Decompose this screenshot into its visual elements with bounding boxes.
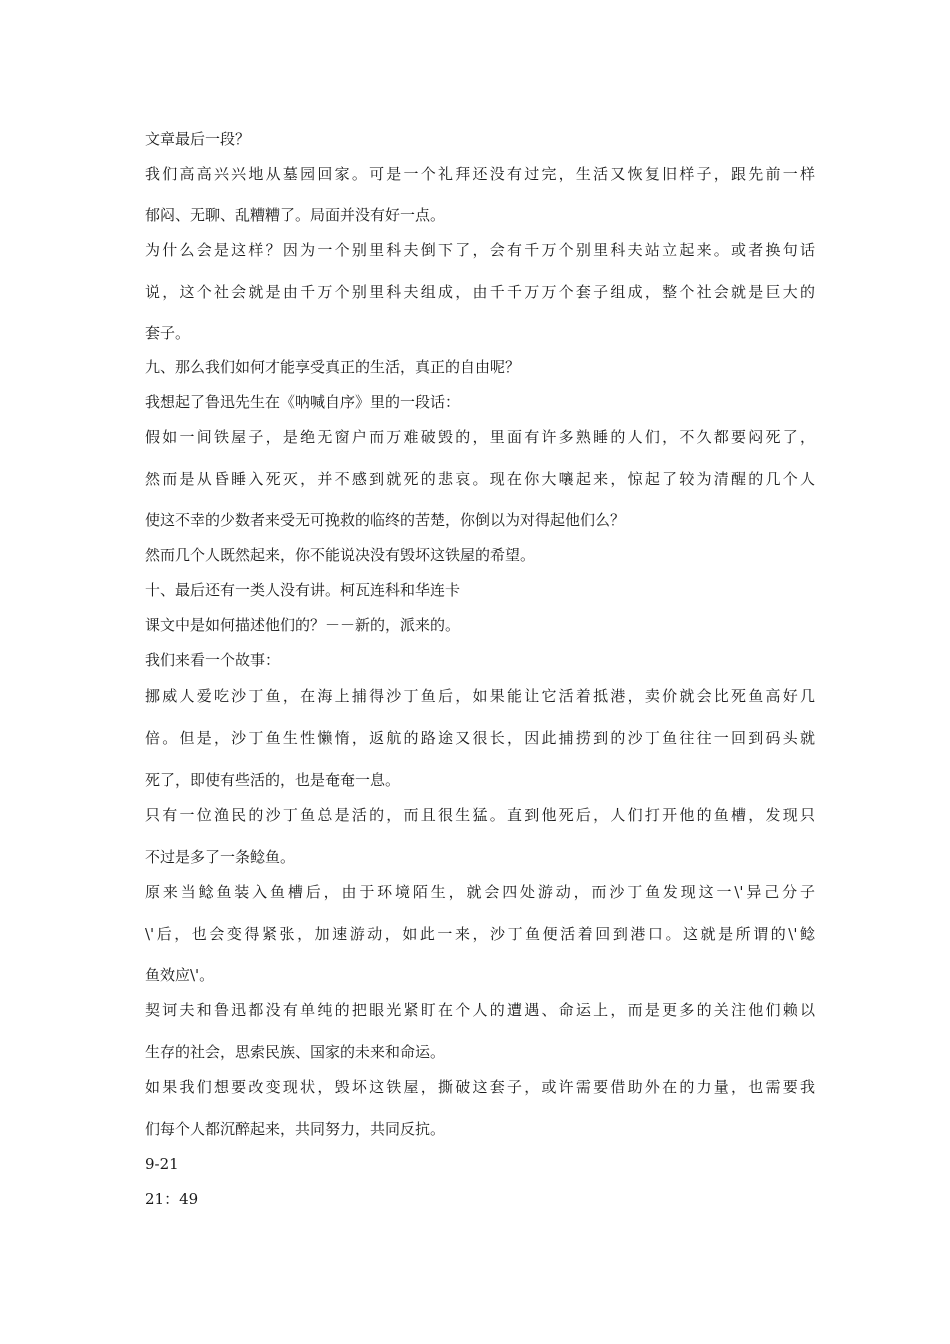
- text-line: 我们高高兴兴地从墓园回家。可是一个礼拜还没有过完，生活又恢复旧样子，跟先前一样: [145, 165, 815, 183]
- text-line: 为什么会是这样？因为一个别里科夫倒下了，会有千万个别里科夫站立起来。或者换句话: [145, 241, 815, 259]
- text-line: 们每个人都沉醉起来，共同努力，共同反抗。: [145, 1120, 446, 1138]
- text-line: 生存的社会，思索民族、国家的未来和命运。: [145, 1043, 446, 1061]
- text-line: 鱼效应\'。: [145, 966, 215, 984]
- text-line: 死了，即使有些活的，也是奄奄一息。: [145, 771, 401, 789]
- text-line: 文章最后一段？: [145, 130, 251, 148]
- section-heading: 十、最后还有一类人没有讲。柯瓦连科和华连卡: [145, 581, 461, 599]
- text-line: \'后，也会变得紧张，加速游动，如此一来，沙丁鱼便活着回到港口。这就是所谓的\'鲶: [145, 925, 815, 943]
- text-line: 套子。: [145, 324, 191, 342]
- text-line: 挪威人爱吃沙丁鱼，在海上捕得沙丁鱼后，如果能让它活着抵港，卖价就会比死鱼高好几: [145, 687, 815, 705]
- text-line: 不过是多了一条鲶鱼。: [145, 848, 296, 866]
- text-line: 使这不幸的少数者来受无可挽救的临终的苦楚，你倒以为对得起他们么？: [145, 511, 626, 529]
- text-line: 我们来看一个故事：: [145, 651, 281, 669]
- text-line: 我想起了鲁迅先生在《呐喊自序》里的一段话：: [145, 393, 461, 411]
- section-heading: 九、那么我们如何才能享受真正的生活，真正的自由呢？: [145, 358, 521, 376]
- text-line: 只有一位渔民的沙丁鱼总是活的，而且很生猛。直到他死后，人们打开他的鱼槽，发现只: [145, 806, 815, 824]
- date-text: 9-21: [145, 1155, 179, 1173]
- text-line: 然而是从昏睡入死灭，并不感到就死的悲哀。现在你大嚷起来，惊起了较为清醒的几个人: [145, 470, 815, 488]
- text-line: 假如一间铁屋子，是绝无窗户而万难破毁的，里面有许多熟睡的人们，不久都要闷死了，: [145, 428, 815, 446]
- text-line: 课文中是如何描述他们的？－－新的，派来的。: [145, 616, 461, 634]
- text-line: 说，这个社会就是由千万个别里科夫组成，由千千万万个套子组成，整个社会就是巨大的: [145, 283, 815, 301]
- text-line: 倍。但是，沙丁鱼生性懒惰，返航的路途又很长，因此捕捞到的沙丁鱼往往一回到码头就: [145, 729, 815, 747]
- text-line: 契诃夫和鲁迅都没有单纯的把眼光紧盯在个人的遭遇、命运上，而是更多的关注他们赖以: [145, 1001, 815, 1019]
- text-line: 郁闷、无聊、乱糟糟了。局面并没有好一点。: [145, 206, 446, 224]
- text-line: 如果我们想要改变现状，毁坏这铁屋，撕破这套子，或许需要借助外在的力量，也需要我: [145, 1078, 815, 1096]
- text-line: 然而几个人既然起来，你不能说决没有毁坏这铁屋的希望。: [145, 546, 536, 564]
- text-line: 原来当鲶鱼装入鱼槽后，由于环境陌生，就会四处游动，而沙丁鱼发现这一\'异己分子: [145, 883, 815, 901]
- time-text: 21：49: [145, 1190, 199, 1208]
